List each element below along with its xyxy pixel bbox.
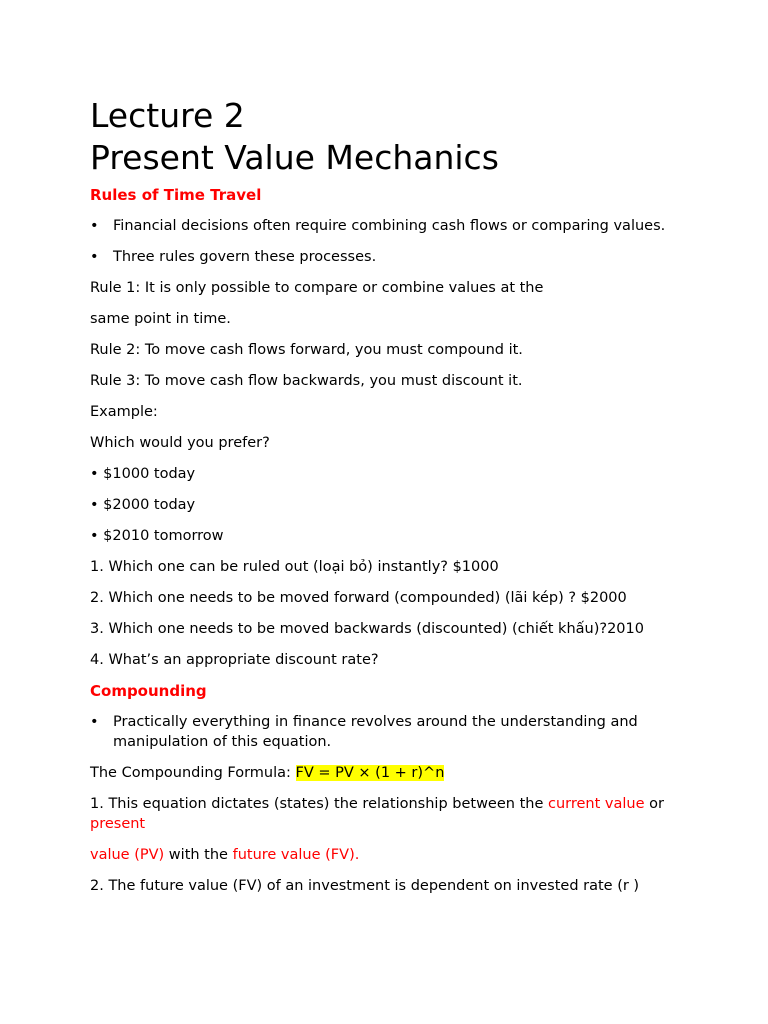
- formula-label: The Compounding Formula:: [90, 765, 296, 781]
- term-present: present: [90, 816, 146, 832]
- paragraph-1: [90, 794, 690, 834]
- term-current-value: current value: [547, 796, 645, 812]
- rule-2: Rule 2: To move cash flows forward, you must compound it.: [90, 342, 523, 358]
- term-future-value-fv: future value (FV).: [232, 847, 360, 863]
- bullet-text: Three rules govern these processes.: [113, 249, 377, 265]
- section-heading-rules: Rules of Time Travel: [90, 186, 262, 204]
- text-span: with the: [164, 847, 233, 863]
- rule-1-line-b: same point in time.: [90, 311, 231, 327]
- rule-3: Rule 3: To move cash flow backwards, you must discount it.: [90, 373, 523, 389]
- option-item: • $1000 today: [90, 466, 196, 482]
- bullet-dot-icon: •: [90, 714, 99, 730]
- document-page: [90, 95, 690, 896]
- paragraph-3: 2. The future value (FV) of an investment is dependent on invested rate (r ): [90, 878, 640, 894]
- bullet-item: [90, 712, 690, 752]
- text-span: 1. This equation dictates (states) the relationship between the: [90, 796, 548, 812]
- answer-item: 1. Which one can be ruled out (loại bỏ) instantly? $1000: [90, 559, 499, 575]
- section-heading-compounding: Compounding: [90, 682, 207, 700]
- option-item: • $2000 today: [90, 497, 196, 513]
- paragraph-2: [90, 845, 690, 865]
- option-item: • $2010 tomorrow: [90, 528, 224, 544]
- answer-item: 3. Which one needs to be moved backwards (discounted) (chiết khấu)?2010: [90, 621, 644, 637]
- formula-line: [90, 763, 690, 783]
- term-present-value-pv: value (PV): [90, 847, 165, 863]
- page-title-line2: Present Value Mechanics: [90, 138, 499, 177]
- rule-1-line-a: Rule 1: It is only possible to compare or combine values at the: [90, 280, 544, 296]
- page-title-line1: Lecture 2: [90, 96, 245, 135]
- bullet-dot-icon: •: [90, 249, 99, 265]
- bullet-item: [90, 247, 690, 267]
- text-span: or: [644, 796, 664, 812]
- example-question: Which would you prefer?: [90, 435, 270, 451]
- bullet-item: [90, 216, 690, 236]
- bullet-text: Practically everything in finance revolves around the understanding and manipulation of this equation.: [113, 714, 638, 750]
- answer-item: 4. What’s an appropriate discount rate?: [90, 652, 379, 668]
- bullet-text: Financial decisions often require combining cash flows or comparing values.: [113, 218, 666, 234]
- bullet-dot-icon: •: [90, 218, 99, 234]
- example-label: Example:: [90, 404, 158, 420]
- formula-highlight: FV = PV × (1 + r)^n: [295, 765, 445, 781]
- answer-item: 2. Which one needs to be moved forward (compounded) (lãi kép) ? $2000: [90, 590, 627, 606]
